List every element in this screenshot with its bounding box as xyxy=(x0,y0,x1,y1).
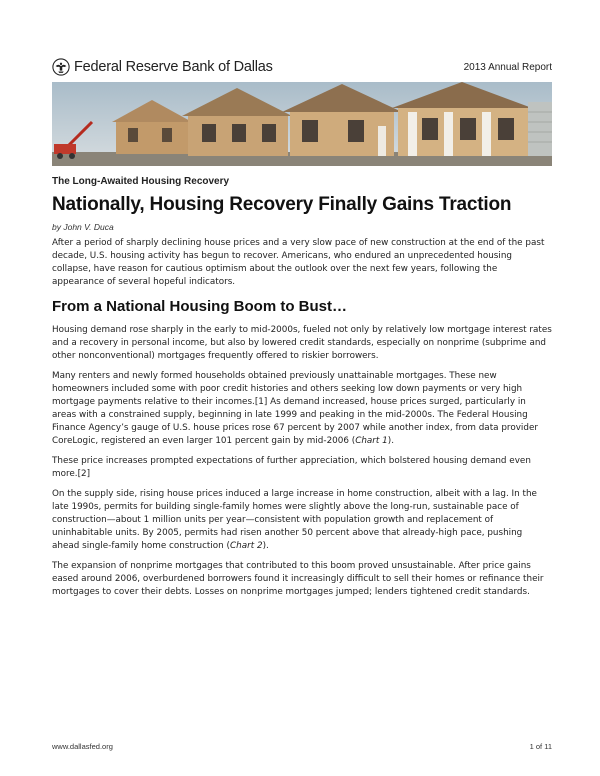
body-paragraph xyxy=(52,488,552,553)
construction-houses-photo-icon xyxy=(52,82,552,166)
eagle-seal-icon xyxy=(52,58,70,76)
footer-url[interactable]: www.dallasfed.org xyxy=(52,742,113,751)
paragraph-text-end: ). xyxy=(262,541,269,551)
byline: by John V. Duca xyxy=(52,222,114,232)
page-number: 1 of 11 xyxy=(529,742,552,751)
body-paragraph xyxy=(52,370,552,448)
bank-logo[interactable] xyxy=(52,58,273,76)
article-body xyxy=(52,237,552,606)
chart-2-link[interactable]: Chart 2 xyxy=(229,541,263,551)
page-header xyxy=(52,58,552,78)
chart-1-link[interactable]: Chart 1 xyxy=(355,436,388,446)
paragraph-text: On the supply side, rising house prices induced a large increase in home construction, albeit with a lag. In the late 1990s, permits for building single-family homes were slightly above the long-run, sustainable pace of construction—about 1 million units per year—consistent with population growth and replacement of uninhabitable units. By 2005, permits had risen another 50 percent above that already-high pace, pushing ahead single-family home construction ( xyxy=(52,489,537,551)
section-label: The Long-Awaited Housing Recovery xyxy=(52,176,230,187)
report-label: 2013 Annual Report xyxy=(463,62,552,73)
article-title: Nationally, Housing Recovery Finally Gains Traction xyxy=(52,194,512,215)
bank-name: Federal Reserve Bank of Dallas xyxy=(74,59,273,75)
section-heading: From a National Housing Boom to Bust… xyxy=(52,298,347,315)
intro-paragraph: After a period of sharply declining house prices and a very slow pace of new construction at the end of the past decade, U.S. housing activity has begun to recover. Americans, who endured an unprecedented housing collapse, have reason for cautious optimism about the outlook over the next few years, following the appearance of several hopeful indicators. xyxy=(52,238,545,287)
paragraph-text-end: ). xyxy=(387,436,394,446)
body-paragraph: The expansion of nonprime mortgages that contributed to this boom proved unsustainable. After price gains eased around 2006, overburdened borrowers found it increasingly difficult to sell their homes or refinance their mortgages to cover their debts. Losses on nonprime mortgages jumped; lenders tightened credit standards. xyxy=(52,561,544,597)
body-paragraph: Housing demand rose sharply in the early to mid-2000s, fueled not only by relatively low mortgage interest rates and a recovery in personal income, but also by lowered credit standards, especially on nonprime (subprime and other nonconventional) mortgages frequently offered to riskier borrowers. xyxy=(52,325,552,361)
paragraph-text: Many renters and newly formed households obtained previously unattainable mortgages. These new homeowners included some with poor credit histories and others seeking low down payments or very high mortgage payments relative to their incomes.[1] As demand increased, house prices surged, particularly in areas with a constrained supply, beginning in late 1999 and peaking in the mid-2000s. The Federal Housing Finance Agency’s gauge of U.S. house prices rose 67 percent by 2007 while another index, from data provider CoreLogic, registered an even larger 101 percent gain by mid-2006 ( xyxy=(52,371,538,446)
banner-image xyxy=(52,82,552,166)
body-paragraph: These price increases prompted expectations of further appreciation, which bolstered housing demand even more.[2] xyxy=(52,456,531,479)
